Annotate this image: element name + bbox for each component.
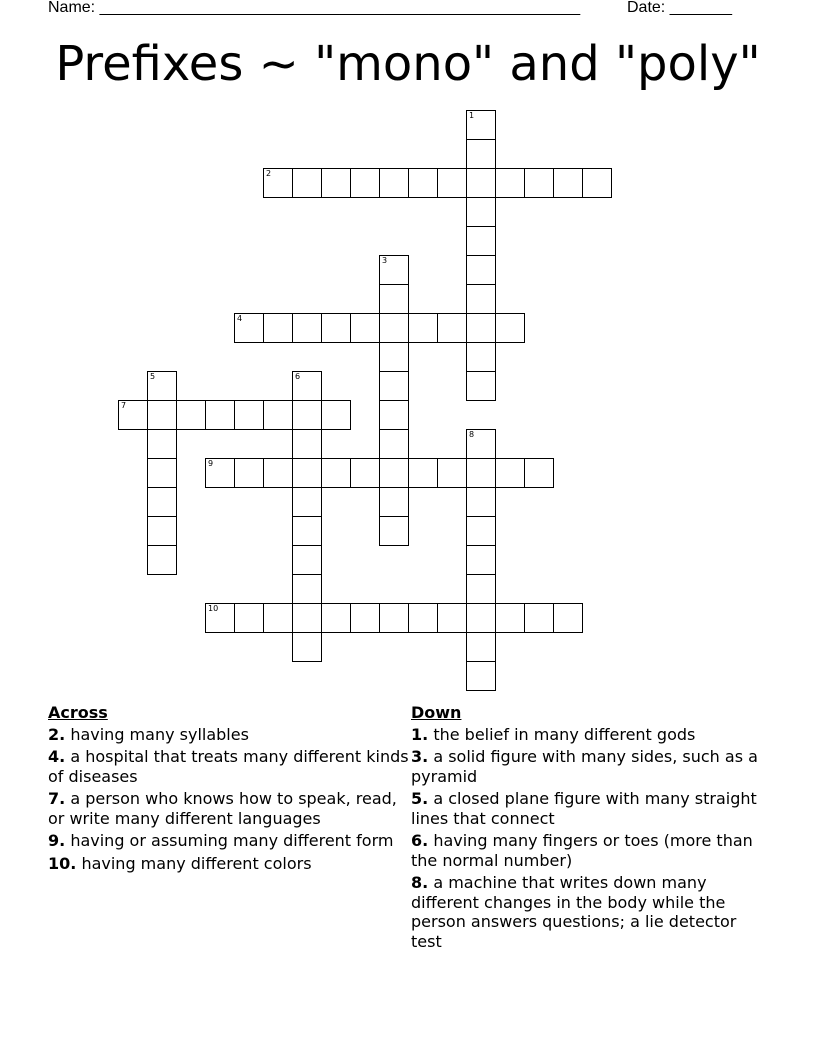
grid-cell[interactable] <box>437 458 467 488</box>
clue-down-1 <box>411 725 771 745</box>
grid-cell[interactable] <box>234 458 264 488</box>
down-clues <box>411 703 771 954</box>
name-field-label: Name: ______________________________________________________ <box>48 0 581 16</box>
grid-cell[interactable] <box>466 342 496 372</box>
grid-cell[interactable] <box>553 603 583 633</box>
grid-cell[interactable] <box>466 661 496 691</box>
cell-number: 8 <box>469 430 475 439</box>
clue-text: a solid figure with many sides, such as a pyramid <box>411 747 758 786</box>
clue-number: 10. <box>48 853 77 873</box>
grid-cell[interactable] <box>321 400 351 430</box>
cell-number: 6 <box>295 372 301 381</box>
grid-cell[interactable] <box>495 458 525 488</box>
grid-cell[interactable] <box>205 400 235 430</box>
grid-cell[interactable] <box>408 603 438 633</box>
grid-cell[interactable] <box>147 545 177 575</box>
grid-cell[interactable] <box>350 168 380 198</box>
grid-cell[interactable] <box>118 400 148 430</box>
grid-cell[interactable] <box>466 574 496 604</box>
clue-text: a closed plane figure with many straight lines that connect <box>411 789 757 828</box>
grid-cell[interactable] <box>147 458 177 488</box>
grid-cell[interactable] <box>466 197 496 227</box>
clue-across-2 <box>48 725 410 745</box>
grid-cell[interactable] <box>379 516 409 546</box>
grid-cell[interactable] <box>466 139 496 169</box>
grid-cell[interactable] <box>321 168 351 198</box>
grid-cell[interactable] <box>466 458 496 488</box>
grid-cell[interactable] <box>263 400 293 430</box>
grid-cell[interactable] <box>234 400 264 430</box>
date-field-label: Date: _______ <box>627 0 732 16</box>
cell-number: 3 <box>382 256 388 265</box>
grid-cell[interactable] <box>205 603 235 633</box>
grid-cell[interactable] <box>147 516 177 546</box>
cell-number: 7 <box>121 401 127 410</box>
across-clues <box>48 703 410 876</box>
cell-number: 1 <box>469 111 475 120</box>
clue-number: 7. <box>48 789 66 808</box>
grid-cell[interactable] <box>379 371 409 401</box>
clue-text: the belief in many different gods <box>433 724 696 744</box>
grid-cell[interactable] <box>292 516 322 546</box>
clue-across-7 <box>48 789 410 828</box>
clue-number: 5. <box>411 789 429 808</box>
grid-cell[interactable] <box>321 313 351 343</box>
clue-number: 2. <box>48 724 66 744</box>
clue-text: a hospital that treats many different kinds of diseases <box>48 747 409 786</box>
grid-cell[interactable] <box>466 284 496 314</box>
clue-number: 3. <box>411 747 429 766</box>
down-heading: Down <box>411 703 462 722</box>
clue-number: 8. <box>411 873 429 892</box>
grid-cell[interactable] <box>147 429 177 459</box>
grid-cell[interactable] <box>524 168 554 198</box>
clue-across-4 <box>48 747 410 786</box>
grid-cell[interactable] <box>379 603 409 633</box>
grid-cell[interactable] <box>379 255 409 285</box>
grid-cell[interactable] <box>524 458 554 488</box>
grid-cell[interactable] <box>437 313 467 343</box>
grid-cell[interactable] <box>205 458 235 488</box>
grid-cell[interactable] <box>263 313 293 343</box>
grid-cell[interactable] <box>495 168 525 198</box>
grid-cell[interactable] <box>379 487 409 517</box>
grid-cell[interactable] <box>582 168 612 198</box>
grid-cell[interactable] <box>379 342 409 372</box>
grid-cell[interactable] <box>466 429 496 459</box>
grid-cell[interactable] <box>292 458 322 488</box>
clue-text: a machine that writes down many different changes in the body while the person answers questions; a lie detector test <box>411 873 737 951</box>
grid-cell[interactable] <box>466 371 496 401</box>
grid-cell[interactable] <box>147 487 177 517</box>
cell-number: 5 <box>150 372 156 381</box>
page-title: Prefixes ~ "mono" and "poly" <box>55 36 761 92</box>
grid-cell[interactable] <box>379 284 409 314</box>
grid-cell[interactable] <box>466 255 496 285</box>
grid-cell[interactable] <box>234 603 264 633</box>
clue-number: 4. <box>48 747 66 766</box>
grid-cell[interactable] <box>147 400 177 430</box>
clue-down-3 <box>411 747 771 786</box>
grid-cell[interactable] <box>292 371 322 401</box>
grid-cell[interactable] <box>466 226 496 256</box>
grid-cell[interactable] <box>350 458 380 488</box>
grid-cell[interactable] <box>553 168 583 198</box>
clue-down-5 <box>411 789 771 828</box>
cell-number: 2 <box>266 169 272 178</box>
clue-number: 1. <box>411 724 429 744</box>
clue-text: having many different colors <box>81 853 312 873</box>
across-heading: Across <box>48 703 108 722</box>
clue-across-10 <box>48 854 410 874</box>
grid-cell[interactable] <box>321 603 351 633</box>
cell-number: 9 <box>208 459 214 468</box>
grid-cell[interactable] <box>292 574 322 604</box>
grid-cell[interactable] <box>292 429 322 459</box>
grid-cell[interactable] <box>466 110 496 140</box>
clue-across-9 <box>48 831 410 851</box>
grid-cell[interactable] <box>466 545 496 575</box>
grid-cell[interactable] <box>408 313 438 343</box>
grid-cell[interactable] <box>292 545 322 575</box>
clue-down-6 <box>411 831 771 870</box>
clue-text: a person who knows how to speak, read, or write many different languages <box>48 789 397 828</box>
grid-cell[interactable] <box>495 313 525 343</box>
clue-text: having many syllables <box>70 724 249 744</box>
cell-number: 10 <box>208 604 219 613</box>
grid-cell[interactable] <box>466 313 496 343</box>
grid-cell[interactable] <box>437 603 467 633</box>
grid-cell[interactable] <box>263 458 293 488</box>
clue-text: having many fingers or toes (more than the normal number) <box>411 831 753 870</box>
grid-cell[interactable] <box>292 487 322 517</box>
grid-cell[interactable] <box>292 313 322 343</box>
grid-cell[interactable] <box>379 313 409 343</box>
grid-cell[interactable] <box>263 603 293 633</box>
grid-cell[interactable] <box>495 603 525 633</box>
grid-cell[interactable] <box>466 168 496 198</box>
grid-cell[interactable] <box>350 313 380 343</box>
grid-cell[interactable] <box>466 487 496 517</box>
grid-cell[interactable] <box>263 168 293 198</box>
grid-cell[interactable] <box>350 603 380 633</box>
grid-cell[interactable] <box>408 168 438 198</box>
grid-cell[interactable] <box>292 400 322 430</box>
cell-number: 4 <box>237 314 243 323</box>
grid-cell[interactable] <box>379 429 409 459</box>
grid-cell[interactable] <box>176 400 206 430</box>
grid-cell[interactable] <box>466 516 496 546</box>
grid-cell[interactable] <box>437 168 467 198</box>
grid-cell[interactable] <box>466 603 496 633</box>
grid-cell[interactable] <box>321 458 351 488</box>
grid-cell[interactable] <box>524 603 554 633</box>
grid-cell[interactable] <box>466 632 496 662</box>
grid-cell[interactable] <box>379 458 409 488</box>
grid-cell[interactable] <box>234 313 264 343</box>
grid-cell[interactable] <box>292 632 322 662</box>
grid-cell[interactable] <box>147 371 177 401</box>
clue-number: 6. <box>411 831 429 850</box>
grid-cell[interactable] <box>292 168 322 198</box>
grid-cell[interactable] <box>292 603 322 633</box>
clue-down-8 <box>411 873 771 951</box>
grid-cell[interactable] <box>379 168 409 198</box>
grid-cell[interactable] <box>408 458 438 488</box>
clue-number: 9. <box>48 831 66 850</box>
grid-cell[interactable] <box>379 400 409 430</box>
clue-text: having or assuming many different form <box>70 831 394 850</box>
